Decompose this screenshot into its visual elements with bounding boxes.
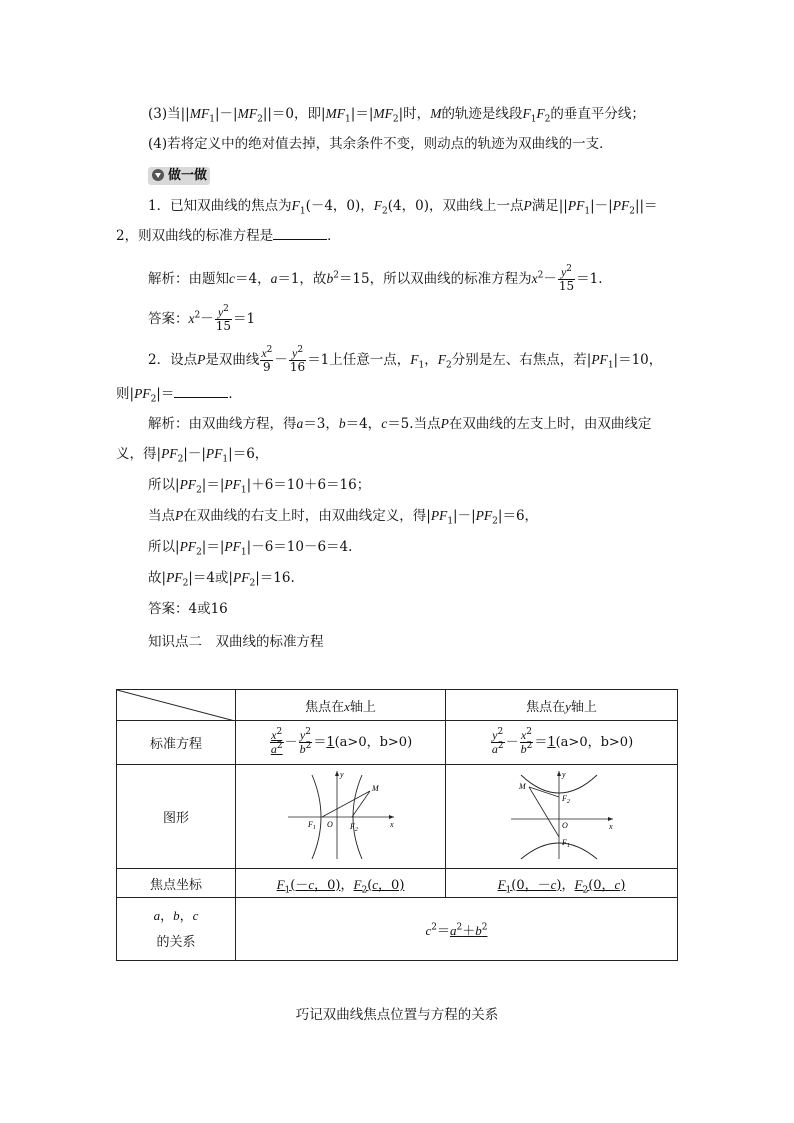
row-label-equation: 标准方程 (117, 721, 236, 765)
svg-text:O: O (561, 820, 568, 830)
standard-equation-table (116, 689, 678, 961)
q1-answer: 答案：$x^2-$ $\frac{y^2}{15}$ ＝1 (148, 304, 256, 333)
q2-sol-2: 义，得$|PF_2|-|PF_1|=6$， (116, 446, 269, 465)
practice-badge-label: 做一做 (168, 168, 208, 183)
header-x-axis: 焦点在x轴上 (236, 690, 446, 721)
focus-y: $F_1(0$，－c)，$F_2(0$，c) (446, 869, 678, 898)
note-3: (3)当$||MF_1|-|MF_2||=0$，即$|MF_1|=|MF_2|$时，M的轨迹是线段$F_1F_2$的垂直平分线； (148, 106, 645, 125)
equation-y: $\frac{y^2}{a^2}$ － $\frac{x^2}{b^2}$ ＝1(a>0，b>0) (446, 721, 678, 765)
relation-value: $c^2=a^2+b^2$ (236, 898, 678, 961)
section-title: 知识点二 双曲线的标准方程 (148, 634, 324, 650)
answer-blank (174, 385, 228, 398)
row-label-figure: 图形 (117, 765, 236, 869)
q2-line2: 则$|PF_2|=$ ． (116, 386, 242, 405)
figure-y (446, 765, 678, 869)
diagonal-line (117, 690, 235, 721)
svg-text:F1: $F_1$ (561, 837, 570, 849)
svg-text:x: x (608, 821, 613, 831)
svg-text:F1: $F_1$ (307, 819, 316, 831)
focus-x: $F_1(-c$，0)，$F_2(c$，0) (236, 869, 446, 898)
chevron-down-icon (152, 169, 164, 181)
row-label-focus: 焦点坐标 (117, 869, 236, 898)
q1-line2: 2，则双曲线的标准方程是 ． (116, 228, 341, 244)
q2-sol-6: 故$|PF_2|=4$或$|PF_2|=16$. (148, 570, 295, 589)
corner-cell (117, 690, 236, 721)
svg-text:x: x (389, 819, 394, 829)
answer-blank (273, 227, 327, 240)
svg-text:F2: $F_2$ (349, 821, 358, 833)
q2-sol-1: 解析：由双曲线方程，得a＝3，b＝4，c＝5.当点P在双曲线的左支上时，由双曲线定 (148, 416, 652, 432)
svg-text:M: M (518, 781, 526, 791)
q2-sol-3: 所以$|PF_2|=|PF_1|+6=10+6=16$； (148, 477, 371, 496)
row-label-relation: a，b，c 的关系 (117, 898, 236, 961)
q2-sol-5: 所以$|PF_2|=|PF_1|-6=10-6=4$. (148, 539, 353, 558)
equation-x: $\frac{x^2}{a^2}$ － $\frac{y^2}{b^2}$ ＝1(a>0，b>0) (236, 721, 446, 765)
footer-title: 巧记双曲线焦点位置与方程的关系 (295, 1007, 499, 1023)
q2-answer: 答案：4或16 (148, 601, 228, 617)
svg-text:y: y (339, 769, 344, 779)
hyperbola-y-figure (507, 767, 617, 863)
header-y-axis: 焦点在y轴上 (446, 690, 678, 721)
practice-badge (148, 167, 210, 185)
svg-text:M: M (371, 783, 379, 793)
svg-text:F2: $F_2$ (561, 793, 570, 805)
note-4: (4)若将定义中的绝对值去掉，其余条件不变，则动点的轨迹为双曲线的一支． (148, 136, 613, 152)
q1-solution: 解析：由题知c＝4，a＝1，故$b^2=15$，所以双曲线的标准方程为$x^2-$ $\frac{y^2}{15}$ ＝1. (148, 264, 603, 293)
hyperbola-x-figure (286, 767, 396, 863)
svg-text:y: y (561, 769, 566, 779)
q1-line1: 1．已知双曲线的焦点为$F_1(-4$，0)，$F_2(4$，0)，双曲线上一点P满足$||PF_1|-|PF_2||=$ (148, 198, 658, 217)
svg-text:O: O (326, 819, 333, 829)
q2-sol-4: 当点P在双曲线的右支上时，由双曲线定义，得$|PF_1|-|PF_2|=6$， (148, 508, 539, 527)
figure-x (236, 765, 446, 869)
q2-line1: 2．设点P是双曲线 $\frac{x^2}{9}$ － $\frac{y^2}{16}$ ＝1上任意一点，$F_1$，$F_2$分别是左、右焦点，若$|PF_1|=10$， (148, 345, 663, 374)
